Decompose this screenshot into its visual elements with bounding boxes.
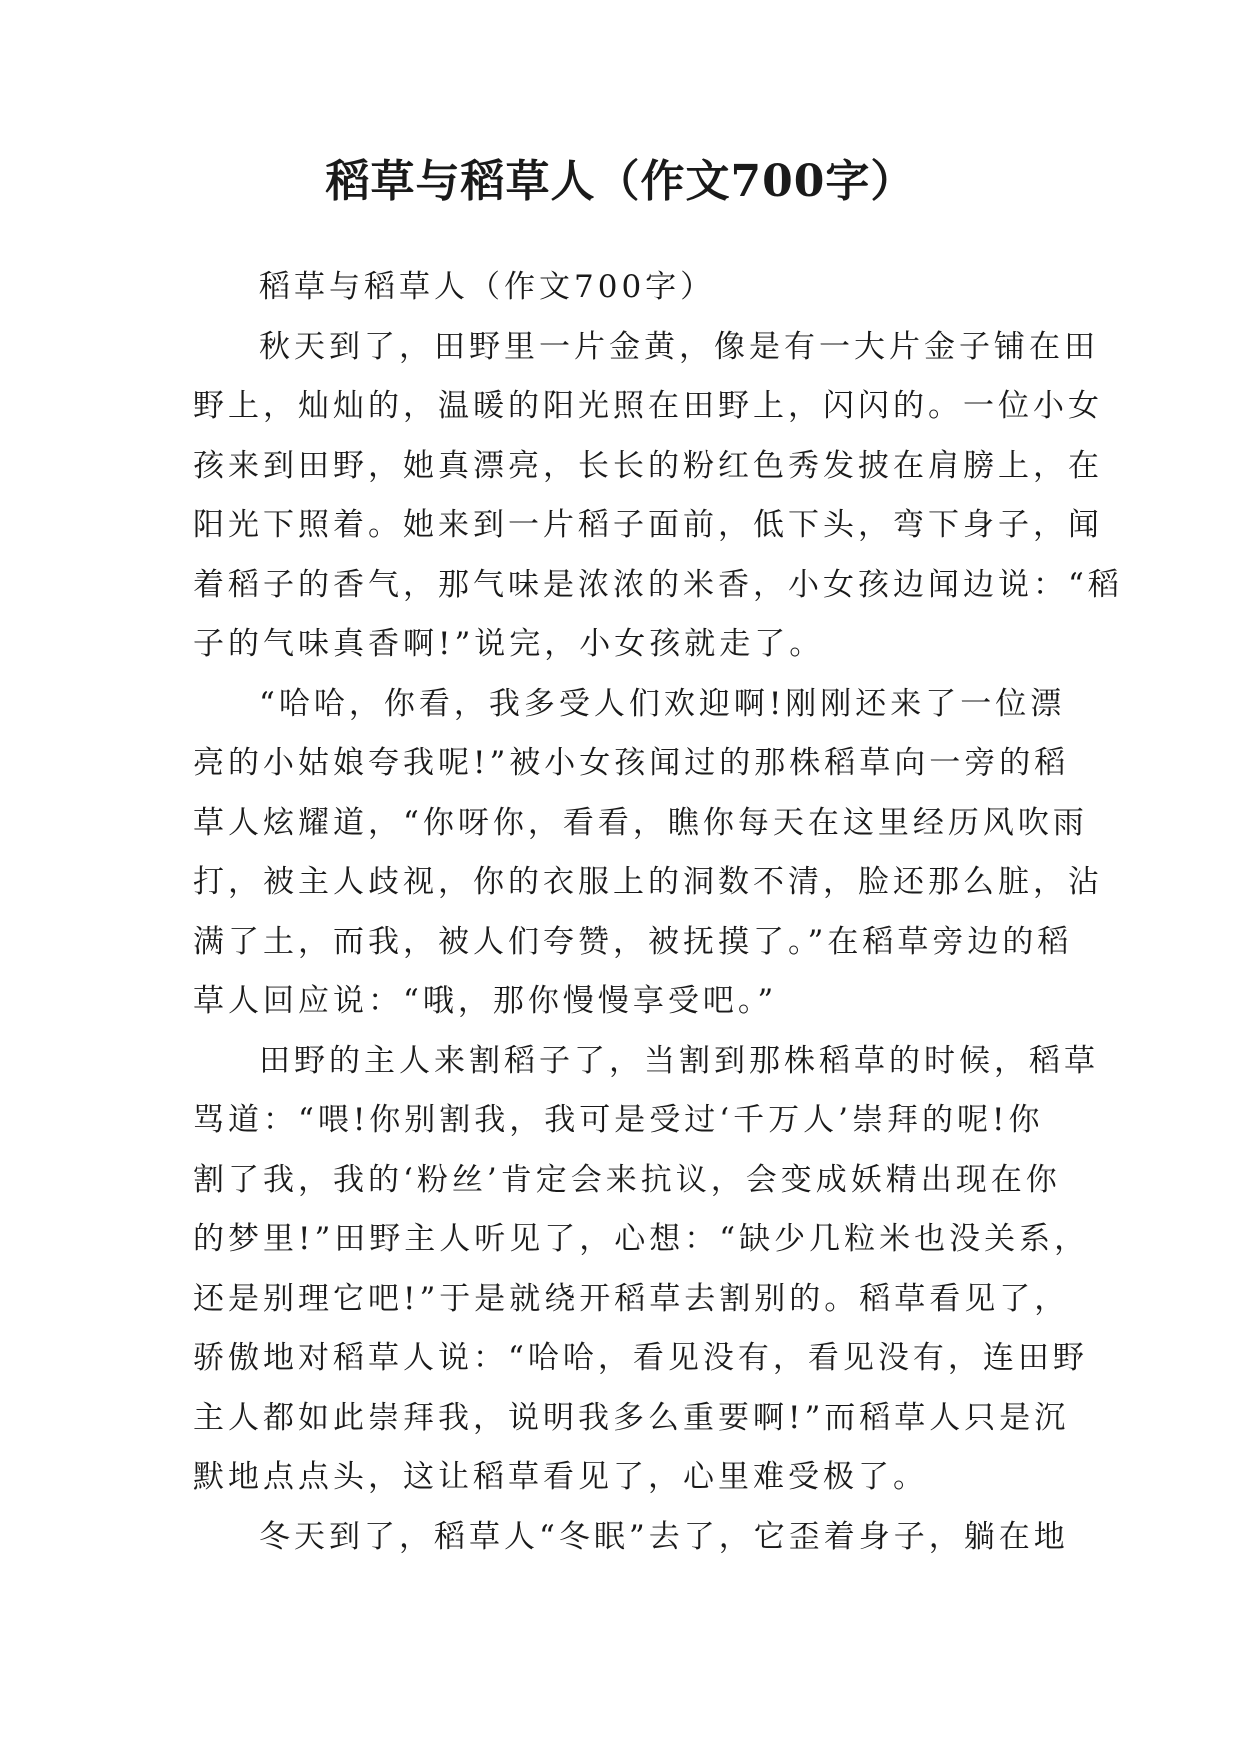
paragraph-line: 骂道：“喂!你别割我，我可是受过‘千万人’崇拜的呢!你 [193, 1102, 1044, 1138]
paragraph-line: 满了土，而我，被人们夸赞，被抚摸了。”在稻草旁边的稻 [193, 923, 1073, 960]
paragraph-line: 还是别理它吧!”于是就绕开稻草去割别的。稻草看见了， [193, 1280, 1070, 1317]
paragraph-line: 田野的主人来割稻子了，当割到那株稻草的时候，稻草 [259, 1042, 1099, 1079]
paragraph-line: “哈哈，你看，我多受人们欢迎啊!刚刚还来了一位漂 [259, 685, 1066, 722]
paragraph-line: 孩来到田野，她真漂亮，长长的粉红色秀发披在肩膀上，在 [193, 447, 1103, 484]
paragraph-line: 野上，灿灿的，温暖的阳光照在田野上，闪闪的。一位小女 [193, 388, 1103, 424]
paragraph-line: 主人都如此崇拜我，说明我多么重要啊!”而稻草人只是沉 [193, 1399, 1070, 1436]
paragraph-line: 默地点点头，这让稻草看见了，心里难受极了。 [193, 1459, 928, 1495]
paragraph-line: 打，被主人歧视，你的衣服上的洞数不清，脸还那么脏，沾 [193, 864, 1103, 900]
paragraph-line: 草人回应说：“哦，那你慢慢享受吧。” [193, 983, 778, 1019]
paragraph-line: 亮的小姑娘夸我呢!”被小女孩闻过的那株稻草向一旁的稻 [193, 745, 1070, 781]
subtitle-line: 稻草与稻草人（作文700字） [259, 269, 716, 305]
paragraph-line: 割了我，我的‘粉丝’肯定会来抗议，会变成妖精出现在你 [193, 1161, 1061, 1198]
paragraph-line: 骄傲地对稻草人说：“哈哈，看见没有，看见没有，连田野 [193, 1340, 1088, 1376]
paragraph-line: 秋天到了，田野里一片金黄，像是有一大片金子铺在田 [259, 328, 1099, 365]
paragraph-line: 的梦里!”田野主人听见了，心想：“缺少几粒米也没关系， [193, 1221, 1090, 1257]
paragraph-line: 阳光下照着。她来到一片稻子面前，低下头，弯下身子，闻 [193, 507, 1103, 543]
paragraph-line: 着稻子的香气，那气味是浓浓的米香，小女孩边闻边说：“稻 [193, 566, 1123, 603]
paragraph-line: 冬天到了，稻草人“冬眠”去了，它歪着身子，躺在地 [259, 1518, 1069, 1555]
document-title: 稻草与稻草人（作文700字） [325, 156, 916, 207]
paragraph-line: 子的气味真香啊!”说完，小女孩就走了。 [193, 626, 825, 662]
paragraph-line: 草人炫耀道，“你呀你，看看，瞧你每天在这里经历风吹雨 [193, 804, 1088, 841]
document-body [193, 258, 1123, 1567]
